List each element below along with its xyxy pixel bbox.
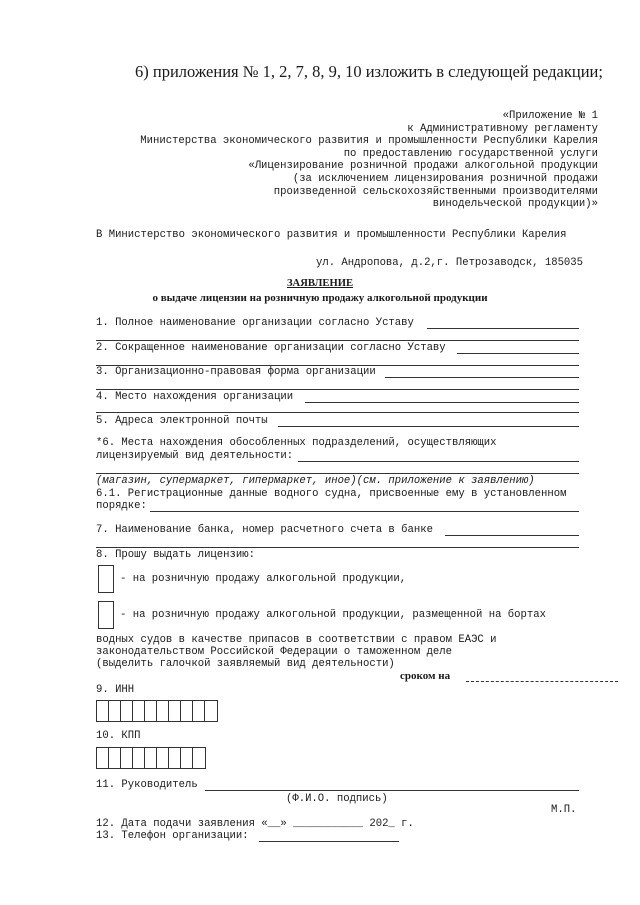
field-6-input-extra[interactable]	[96, 473, 579, 474]
field-6-note: (магазин, супермаркет, гипермаркет, иное)(см. приложение к заявлению)	[96, 475, 535, 487]
option-note: (выделить галочкой заявляемый вид деятельности)	[96, 658, 395, 670]
form-subtitle: о выдаче лицензии на розничную продажу алкогольной продукции	[152, 292, 488, 304]
form-title	[0, 278, 640, 289]
field-6-label: *6. Места нахождения обособленных подразделений, осуществляющих	[96, 437, 497, 449]
field-9-label: 9. ИНН	[96, 684, 135, 696]
field-4-input[interactable]	[305, 402, 579, 403]
field-12-label: 12. Дата подачи заявления «__» ___________ 202_ г.	[96, 818, 414, 830]
term-label: сроком на	[400, 670, 451, 682]
field-2-input[interactable]	[457, 353, 579, 354]
option-ship-label: - на розничную продажу алкогольной продукции, размещенной на бортах	[120, 609, 546, 621]
field-3-input[interactable]	[385, 377, 579, 378]
field-13-label: 13. Телефон организации:	[96, 830, 249, 842]
field-1-input-extra[interactable]	[96, 340, 579, 341]
director-caption: (Ф.И.О. подпись)	[286, 793, 388, 805]
appendix-line: винодельческой продукции)»	[432, 198, 598, 211]
stamp-place: М.П.	[551, 804, 577, 816]
field-7-label: 7. Наименование банка, номер расчетного счета в банке	[96, 524, 433, 536]
field-6-1-input[interactable]	[150, 511, 579, 512]
field-11-label: 11. Руководитель	[96, 779, 198, 791]
appendix-note	[140, 110, 598, 211]
field-6-label-cont: лицензируемый вид деятельности:	[96, 450, 294, 462]
field-1-input[interactable]	[427, 328, 579, 329]
director-input[interactable]	[205, 790, 579, 791]
appendix-line: по предоставлению государственной услуги	[343, 147, 598, 160]
option-ship-label-cont2: законодательством Российской Федерации о таможенном деле	[96, 646, 453, 658]
field-6-input[interactable]	[298, 461, 579, 462]
field-6-1-label-cont: порядке:	[96, 500, 147, 512]
field-1-label: 1. Полное наименование организации согласно Уставу	[96, 317, 414, 329]
field-5-input[interactable]	[278, 426, 579, 427]
phone-input[interactable]	[259, 841, 399, 842]
field-10-label: 10. КПП	[96, 730, 141, 742]
field-5-label: 5. Адреса электронной почты	[96, 415, 268, 427]
kpp-grid[interactable]	[96, 747, 206, 769]
appendix-line: «Лицензирование розничной продажи алкогольной продукции	[248, 160, 598, 173]
field-7-input[interactable]	[445, 535, 579, 536]
field-3-label: 3. Организационно-правовая форма организации	[96, 366, 376, 378]
option-ship-checkbox[interactable]	[98, 601, 114, 629]
field-8-label: 8. Прошу выдать лицензию:	[96, 549, 255, 561]
inn-grid[interactable]	[96, 700, 218, 722]
address: ул. Андропова, д.2,г. Петрозаводск, 185035	[316, 257, 584, 269]
addressee: В Министерство экономического развития и промышленности Республики Карелия	[96, 229, 567, 241]
field-4-label: 4. Место нахождения организации	[96, 391, 294, 403]
appendix-line: (за исключением лицензирования розничной продажи	[292, 172, 598, 185]
field-3-input-extra[interactable]	[96, 389, 579, 390]
section-heading: 6) приложения № 1, 2, 7, 8, 9, 10 изложить в следующей редакции;	[135, 62, 603, 81]
appendix-line: произведенной сельскохозяйственными производителями	[273, 185, 598, 198]
field-6-1-label: 6.1. Регистрационные данные водного судна, присвоенные ему в установленном	[96, 488, 567, 500]
appendix-line: к Административному регламенту	[407, 122, 598, 135]
form-title-text: ЗАЯВЛЕНИЕ	[286, 278, 354, 289]
field-4-input-extra[interactable]	[96, 412, 579, 413]
option-retail-checkbox[interactable]	[98, 565, 114, 593]
field-2-label: 2. Сокращенное наименование организации согласно Уставу	[96, 342, 446, 354]
appendix-line: Министерства экономического развития и промышленности Республики Карелия	[140, 135, 598, 148]
option-ship-label-cont: водных судов в качестве припасов в соответствии с правом ЕАЭС и	[96, 634, 497, 646]
appendix-line: «Приложение № 1	[502, 110, 598, 122]
term-input[interactable]	[466, 681, 618, 682]
option-retail-label: - на розничную продажу алкогольной продукции,	[120, 573, 407, 585]
field-7-input-extra[interactable]	[96, 547, 579, 548]
